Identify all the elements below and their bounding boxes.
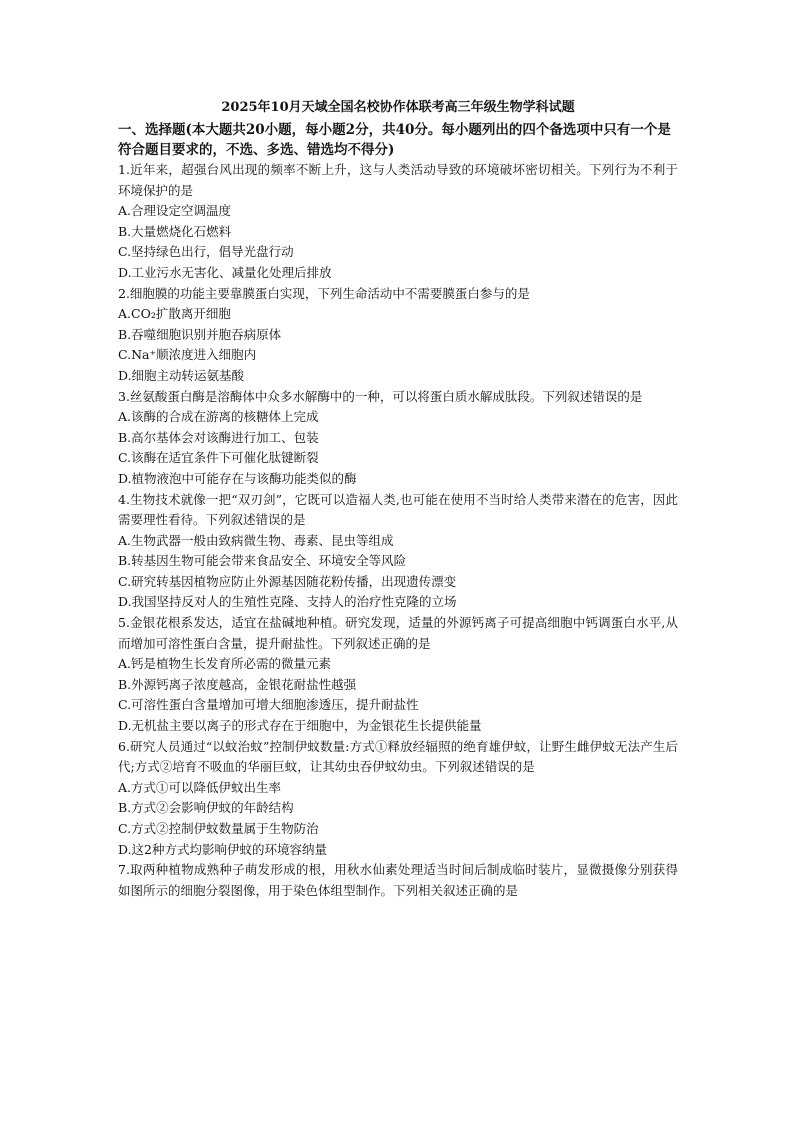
answer-option: B.转基因生物可能会带来食品安全、环境安全等风险 [118,553,407,569]
question-3 [118,387,678,490]
question-4 [118,490,678,614]
answer-option: D.细胞主动转运氨基酸 [118,367,245,383]
section-heading: 一、选择题(本大题共20小题，每小题2分，共40分。每小题列出的四个备选项中只有一个是符合题目要求的，不选、多选、错选均不得分) [118,122,671,158]
answer-option: A.该酶的合成在游离的核糖体上完成 [118,409,319,425]
answer-option: C.研究转基因植物应防止外源基因随花粉传播，出现遗传漂变 [118,573,457,589]
question-2 [118,284,678,387]
answer-option: D.我国坚持反对人的生殖性克隆、支持人的治疗性克隆的立场 [118,594,457,610]
answer-option: B.高尔基体会对该酶进行加工、包装 [118,429,319,445]
answer-option: A.CO₂扩散离开细胞 [118,306,231,322]
answer-option: C.方式②控制伊蚊数量属于生物防治 [118,821,319,836]
exam-title: 2025年10月天域全国名校协作体联考高三年级生物学科试题 [221,100,575,115]
answer-option: D.工业污水无害化、减量化处理后排放 [118,264,332,280]
question-stem: 4.生物技术就像一把“双刃剑”，它既可以造福人类,也可能在使用不当时给人类带来潜在的危害，因此需要理性看待。下列叙述错误的是 [118,491,678,528]
answer-option: C.该酶在适宜条件下可催化肽键断裂 [118,450,319,466]
answer-option: C.可溶性蛋白含量增加可增大细胞渗透压，提升耐盐性 [118,697,419,713]
question-stem: 3.丝氨酸蛋白酶是溶酶体中众多水解酶中的一种，可以将蛋白质水解成肽段。下列叙述错误的是 [118,388,643,404]
question-6 [118,737,678,861]
answer-option: A.钙是植物生长发育所必需的微量元素 [118,656,332,672]
answer-option: C.坚持绿色出行，倡导光盘行动 [118,244,294,260]
answer-option: B.外源钙离子浓度越高，金银花耐盐性越强 [118,676,357,692]
answer-option: D.这2种方式均影响伊蚊的环境容纳量 [118,841,328,857]
answer-option: B.方式②会影响伊蚊的年龄结构 [118,800,294,816]
question-5 [118,613,678,737]
answer-option: D.植物液泡中可能存在与该酶功能类似的酶 [118,470,357,486]
answer-option: B.吞噬细胞识别并胞吞病原体 [118,326,282,342]
question-stem: 1.近年来，超强台风出现的频率不断上升，这与人类活动导致的环境破坏密切相关。下列行为不利于环境保护的是 [118,162,678,198]
answer-option: A.方式①可以降低伊蚊出生率 [118,779,282,795]
question-1 [118,160,678,284]
document-body [118,98,678,901]
question-stem: 6.研究人员通过“以蚊治蚊”控制伊蚊数量:方式①释放经辐照的绝育雄伊蚊，让野生雌伊蚊无法产生后代;方式②培育不吸血的华丽巨蚊，让其幼虫吞伊蚊幼虫。下列叙述错误的是 [118,738,678,775]
question-stem: 2.细胞膜的功能主要靠膜蛋白实现，下列生命活动中不需要膜蛋白参与的是 [118,285,530,301]
answer-option: D.无机盐主要以离子的形式存在于细胞中，为金银花生长提供能量 [118,718,482,734]
answer-option: B.大量燃烧化石燃料 [118,223,232,239]
answer-option: A.生物武器一般由致病微生物、毒素、昆虫等组成 [118,532,394,548]
answer-option: A.合理设定空调温度 [118,203,232,219]
answer-option: C.Na⁺顺浓度进入细胞内 [118,347,257,363]
question-list [118,160,678,901]
question-7 [118,860,678,901]
question-stem: 7.取两种植物成熟种子萌发形成的根，用秋水仙素处理适当时间后制成临时装片，显微摄像分别获得如图所示的细胞分裂图像，用于染色体组型制作。下列相关叙述正确的是 [118,862,678,898]
question-stem: 5.金银花根系发达，适宜在盐碱地种植。研究发现，适量的外源钙离子可提高细胞中钙调蛋白水平,从而增加可溶性蛋白含量，提升耐盐性。下列叙述正确的是 [118,615,678,651]
